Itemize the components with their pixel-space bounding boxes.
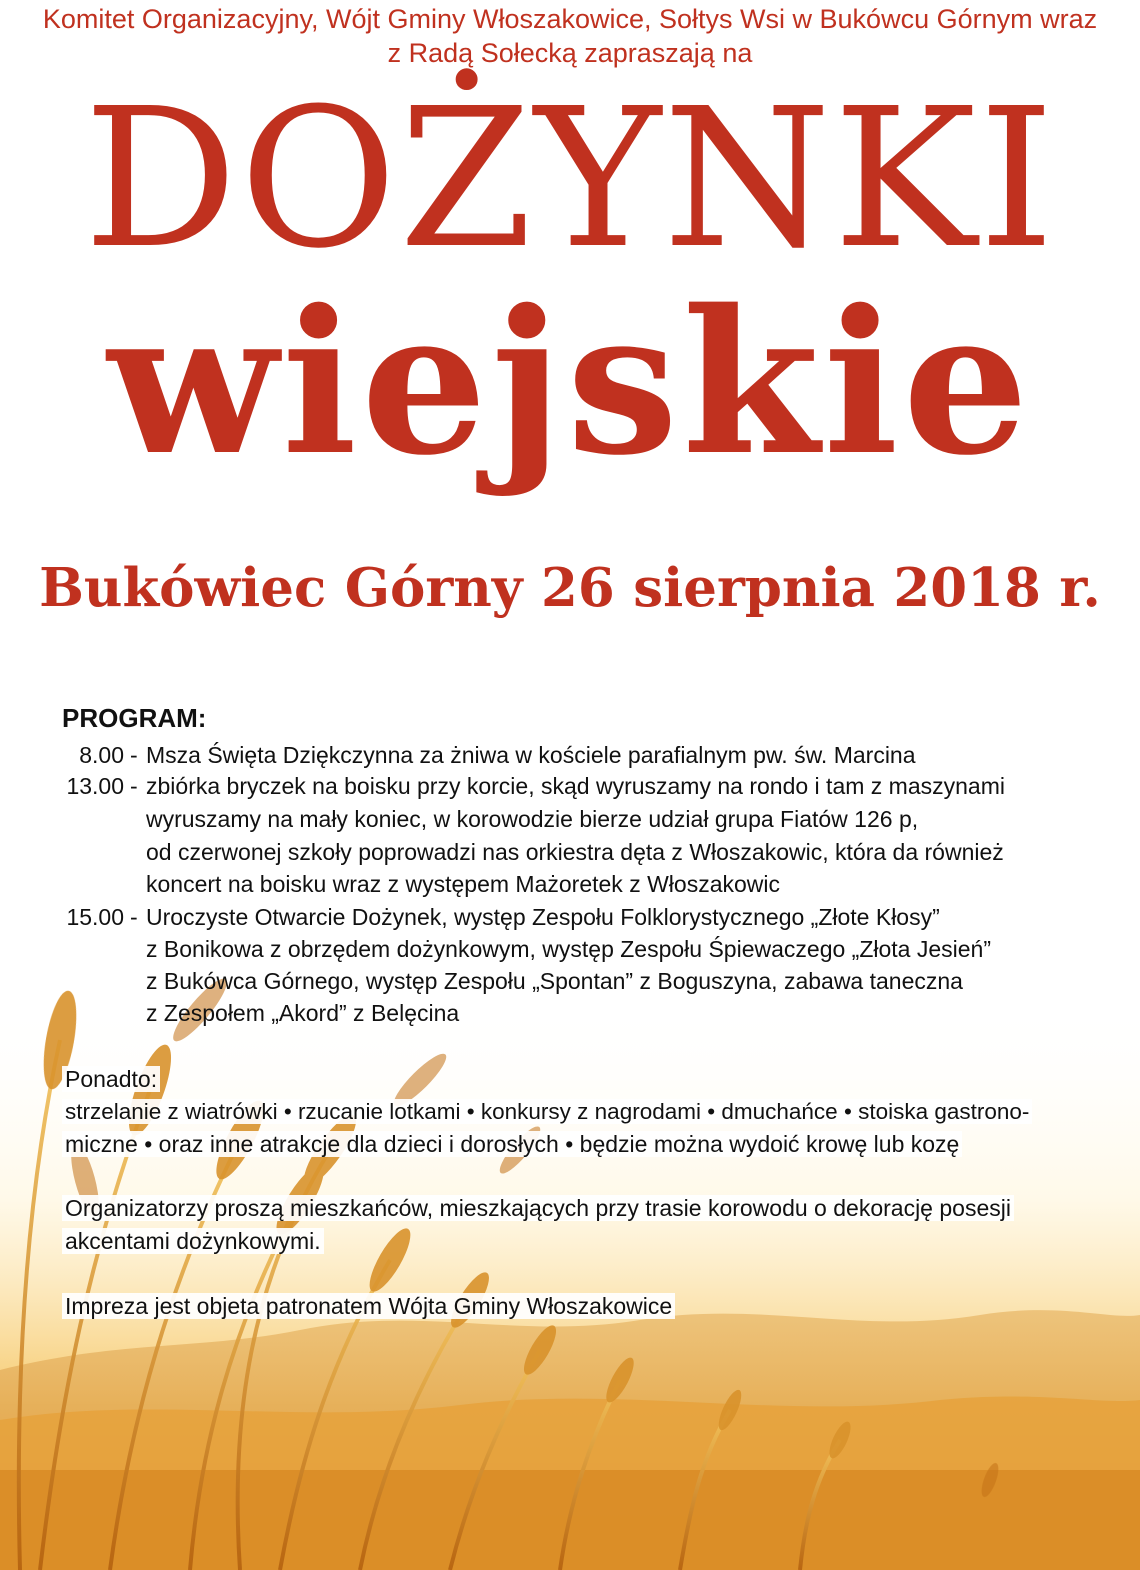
organizers-line-1: Komitet Organizacyjny, Wójt Gminy Włoszakowice, Sołtys Wsi w Bukówcu Górnym wraz bbox=[42, 4, 1098, 34]
organizers-line-2: z Radą Sołecką zapraszają na bbox=[387, 38, 753, 68]
extras-line-1: strzelanie z wiatrówki • rzucanie lotkami • konkursy z nagrodami • dmuchańce • stoiska gastrono- bbox=[62, 1097, 1032, 1127]
program-line: z Zespołem „Akord” z Belęcina bbox=[146, 1000, 460, 1026]
program-dash: - bbox=[130, 742, 138, 768]
program-heading: PROGRAM: bbox=[62, 703, 207, 733]
program-line: koncert na boisku wraz z występem Mażoretek z Włoszakowic bbox=[146, 871, 780, 897]
program-time: 8.00 bbox=[79, 742, 124, 768]
program-line: od czerwonej szkoły poprowadzi nas orkiestra dęta z Włoszakowic, która da również bbox=[146, 839, 1004, 865]
event-date-location: Bukówiec Górny 26 sierpnia 2018 r. bbox=[39, 557, 1101, 619]
patronage-note: Impreza jest objeta patronatem Wójta Gminy Włoszakowice bbox=[62, 1291, 675, 1321]
extras-line-2: miczne • oraz inne atrakcje dla dzieci i dorosłych • będzie można wydoić krowę lub kozę bbox=[62, 1129, 962, 1159]
program-dash: - bbox=[130, 904, 138, 930]
program-line: Uroczyste Otwarcie Dożynek, występ Zespołu Folklorystycznego „Złote Kłosy” bbox=[146, 904, 940, 930]
program-line: wyruszamy na mały koniec, w korowodzie bierze udział grupa Fiatów 126 p, bbox=[146, 806, 919, 832]
program-time: 13.00 bbox=[66, 773, 124, 799]
program-line: z Bukówca Górnego, występ Zespołu „Spontan” z Boguszyna, zabawa taneczna bbox=[146, 968, 963, 994]
request-line-2: akcentami dożynkowymi. bbox=[62, 1226, 324, 1256]
program-time: 15.00 bbox=[66, 904, 124, 930]
program-line: zbiórka bryczek na boisku przy korcie, skąd wyruszamy na rondo i tam z maszynami bbox=[146, 773, 1005, 799]
title-dozynki: DOŻYNKI bbox=[83, 68, 1057, 291]
program-line: Msza Święta Dziękczynna za żniwa w kościele parafialnym pw. św. Marcina bbox=[146, 742, 916, 768]
title-wiejskie: wiejskie bbox=[107, 266, 1033, 499]
extras-heading: Ponadto: bbox=[62, 1064, 160, 1094]
program-dash: - bbox=[130, 773, 138, 799]
request-line-1: Organizatorzy proszą mieszkańców, mieszkających przy trasie korowodu o dekorację posesji bbox=[62, 1193, 1014, 1223]
program-line: z Bonikowa z obrzędem dożynkowym, występ Zespołu Śpiewaczego „Złota Jesień” bbox=[146, 936, 991, 962]
